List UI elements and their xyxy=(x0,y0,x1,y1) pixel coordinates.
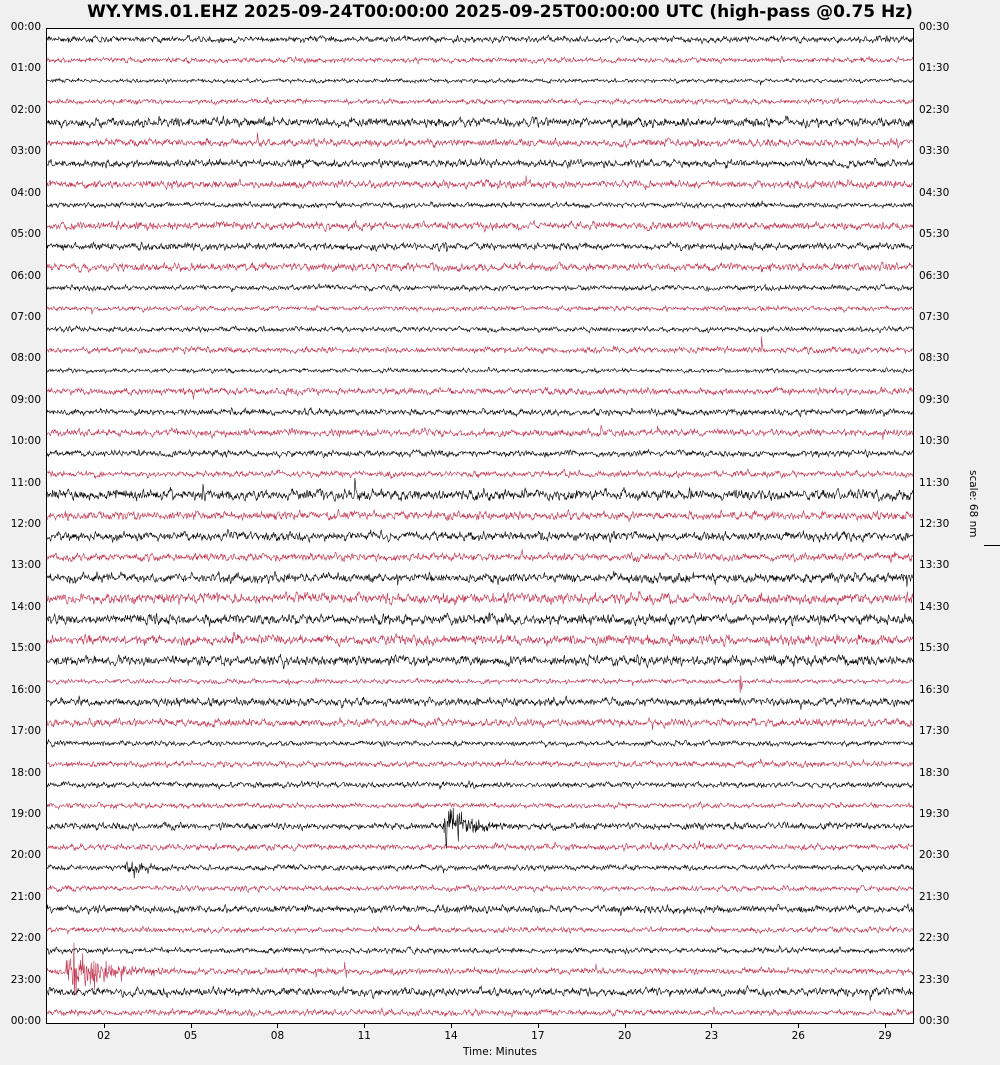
trace-line-35 xyxy=(47,759,913,768)
y-tick-right-9: 09:30 xyxy=(919,393,950,406)
y-tick-left-20: 20:00 xyxy=(10,849,41,862)
y-tick-left-12: 12:00 xyxy=(10,518,41,530)
y-tick-right-7: 07:30 xyxy=(919,310,950,323)
y-tick-right-6: 06:30 xyxy=(919,269,950,282)
y-tick-right-0: 00:30 xyxy=(919,21,950,33)
y-tick-left-17: 17:00 xyxy=(10,725,41,738)
x-tick-mark-05 xyxy=(191,1024,192,1028)
trace-line-38 xyxy=(47,808,913,849)
y-tick-right-10: 10:30 xyxy=(919,435,950,448)
trace-line-20 xyxy=(47,450,913,458)
x-tick-mark-20 xyxy=(625,1024,626,1028)
scale-bar xyxy=(984,545,1000,546)
trace-line-7 xyxy=(47,176,913,190)
y-tick-left-1: 01:00 xyxy=(10,62,41,75)
y-tick-left-9: 09:00 xyxy=(10,393,41,406)
page-title: WY.YMS.01.EHZ 2025-09-24T00:00:00 2025-09-25T00:00:00 UTC (high-pass @0.75 Hz) xyxy=(87,2,913,22)
y-tick-right-11: 11:30 xyxy=(919,476,950,489)
x-tick-02: 02 xyxy=(97,1030,111,1042)
x-axis-title: Time: Minutes xyxy=(463,1046,537,1058)
helicorder-canvas xyxy=(46,28,914,1024)
x-tick-mark-02 xyxy=(104,1024,105,1028)
y-tick-right-19: 19:30 xyxy=(919,807,950,820)
trace-line-23 xyxy=(47,509,913,521)
y-tick-left-8: 08:00 xyxy=(10,352,41,365)
trace-line-17 xyxy=(47,387,913,400)
x-tick-mark-14 xyxy=(451,1024,452,1028)
x-tick-29: 29 xyxy=(878,1030,892,1042)
scale-label: scale: 68 nm xyxy=(967,470,979,538)
y-tick-right-12: 12:30 xyxy=(919,518,950,530)
trace-line-6 xyxy=(47,158,913,169)
y-tick-left-19: 19:00 xyxy=(10,807,41,820)
trace-line-39 xyxy=(47,841,913,852)
x-tick-05: 05 xyxy=(183,1030,198,1042)
y-tick-right-21: 21:30 xyxy=(919,890,950,903)
trace-line-25 xyxy=(47,549,913,563)
x-tick-14: 14 xyxy=(444,1030,458,1042)
trace-line-47 xyxy=(47,1007,913,1017)
trace-line-27 xyxy=(47,591,913,605)
trace-line-40 xyxy=(47,862,913,879)
y-tick-right-18: 18:30 xyxy=(919,766,950,779)
y-tick-right-24: 00:30 xyxy=(919,1015,950,1027)
y-tick-right-5: 05:30 xyxy=(919,228,950,241)
trace-line-36 xyxy=(47,781,913,790)
y-tick-right-23: 23:30 xyxy=(919,973,950,986)
y-tick-right-14: 14:30 xyxy=(919,600,950,613)
y-tick-left-23: 23:00 xyxy=(10,973,41,986)
x-tick-26: 26 xyxy=(791,1030,805,1042)
trace-line-34 xyxy=(47,740,913,748)
trace-line-18 xyxy=(47,407,913,417)
y-tick-left-14: 14:00 xyxy=(10,600,41,613)
trace-line-22 xyxy=(47,478,913,502)
trace-line-16 xyxy=(47,367,913,373)
trace-line-2 xyxy=(47,78,913,85)
trace-line-41 xyxy=(47,884,913,893)
trace-line-9 xyxy=(47,220,913,232)
trace-line-8 xyxy=(47,201,913,209)
trace-line-31 xyxy=(47,675,913,693)
x-tick-mark-26 xyxy=(798,1024,799,1028)
trace-line-14 xyxy=(47,326,913,333)
y-tick-right-16: 16:30 xyxy=(919,683,950,696)
y-tick-left-7: 07:00 xyxy=(10,310,41,323)
plot-area-wrapper xyxy=(10,21,950,1027)
trace-line-28 xyxy=(47,612,913,626)
x-tick-mark-11 xyxy=(364,1024,365,1028)
y-tick-right-13: 13:30 xyxy=(919,559,950,572)
y-tick-left-0: 00:00 xyxy=(10,21,41,33)
y-tick-left-11: 11:00 xyxy=(10,476,41,489)
trace-line-12 xyxy=(47,284,913,292)
y-tick-left-16: 16:00 xyxy=(10,683,41,696)
trace-line-4 xyxy=(47,116,913,128)
trace-line-24 xyxy=(47,529,913,542)
x-tick-mark-23 xyxy=(711,1024,712,1028)
seismic-traces xyxy=(47,29,913,1023)
y-tick-left-13: 13:00 xyxy=(10,559,41,572)
trace-line-32 xyxy=(47,696,913,710)
trace-line-21 xyxy=(47,469,913,479)
y-tick-left-6: 06:00 xyxy=(10,269,41,282)
x-tick-11: 11 xyxy=(357,1030,371,1042)
x-tick-08: 08 xyxy=(270,1030,285,1042)
x-tick-17: 17 xyxy=(531,1030,545,1042)
trace-line-15 xyxy=(47,336,913,354)
y-tick-left-10: 10:00 xyxy=(10,435,41,448)
trace-line-37 xyxy=(47,802,913,809)
trace-line-46 xyxy=(47,986,913,1001)
y-tick-right-1: 01:30 xyxy=(919,62,950,75)
y-tick-left-18: 18:00 xyxy=(10,766,41,779)
y-tick-right-3: 03:30 xyxy=(919,145,950,158)
trace-line-26 xyxy=(47,571,913,587)
trace-line-13 xyxy=(47,305,913,314)
trace-line-29 xyxy=(47,632,913,647)
x-tick-mark-17 xyxy=(538,1024,539,1028)
y-tick-left-3: 03:00 xyxy=(10,145,41,158)
x-tick-mark-29 xyxy=(885,1024,886,1028)
trace-line-0 xyxy=(47,35,913,44)
x-tick-23: 23 xyxy=(704,1030,719,1042)
trace-line-5 xyxy=(47,132,913,148)
trace-line-42 xyxy=(47,904,913,917)
trace-line-19 xyxy=(47,425,913,440)
y-tick-right-8: 08:30 xyxy=(919,352,950,365)
y-tick-right-4: 04:30 xyxy=(919,186,950,199)
y-tick-right-2: 02:30 xyxy=(919,103,950,116)
trace-line-44 xyxy=(47,945,913,954)
y-tick-right-17: 17:30 xyxy=(919,725,950,738)
y-tick-left-22: 22:00 xyxy=(10,932,41,945)
x-tick-20: 20 xyxy=(617,1030,632,1042)
trace-line-11 xyxy=(47,262,913,272)
y-tick-right-22: 22:30 xyxy=(919,932,950,945)
y-tick-right-20: 20:30 xyxy=(919,849,950,862)
x-tick-mark-08 xyxy=(277,1024,278,1028)
y-tick-right-15: 15:30 xyxy=(919,642,950,655)
trace-line-10 xyxy=(47,241,913,251)
trace-line-3 xyxy=(47,97,913,105)
trace-line-1 xyxy=(47,56,913,63)
y-tick-left-15: 15:00 xyxy=(10,642,41,655)
trace-line-43 xyxy=(47,924,913,933)
y-tick-left-5: 05:00 xyxy=(10,228,41,241)
y-tick-left-21: 21:00 xyxy=(10,890,41,903)
y-tick-left-2: 02:00 xyxy=(10,103,41,116)
trace-line-33 xyxy=(47,717,913,730)
y-tick-left-24: 00:00 xyxy=(10,1015,41,1027)
trace-line-30 xyxy=(47,654,913,669)
y-tick-left-4: 04:00 xyxy=(10,186,41,199)
